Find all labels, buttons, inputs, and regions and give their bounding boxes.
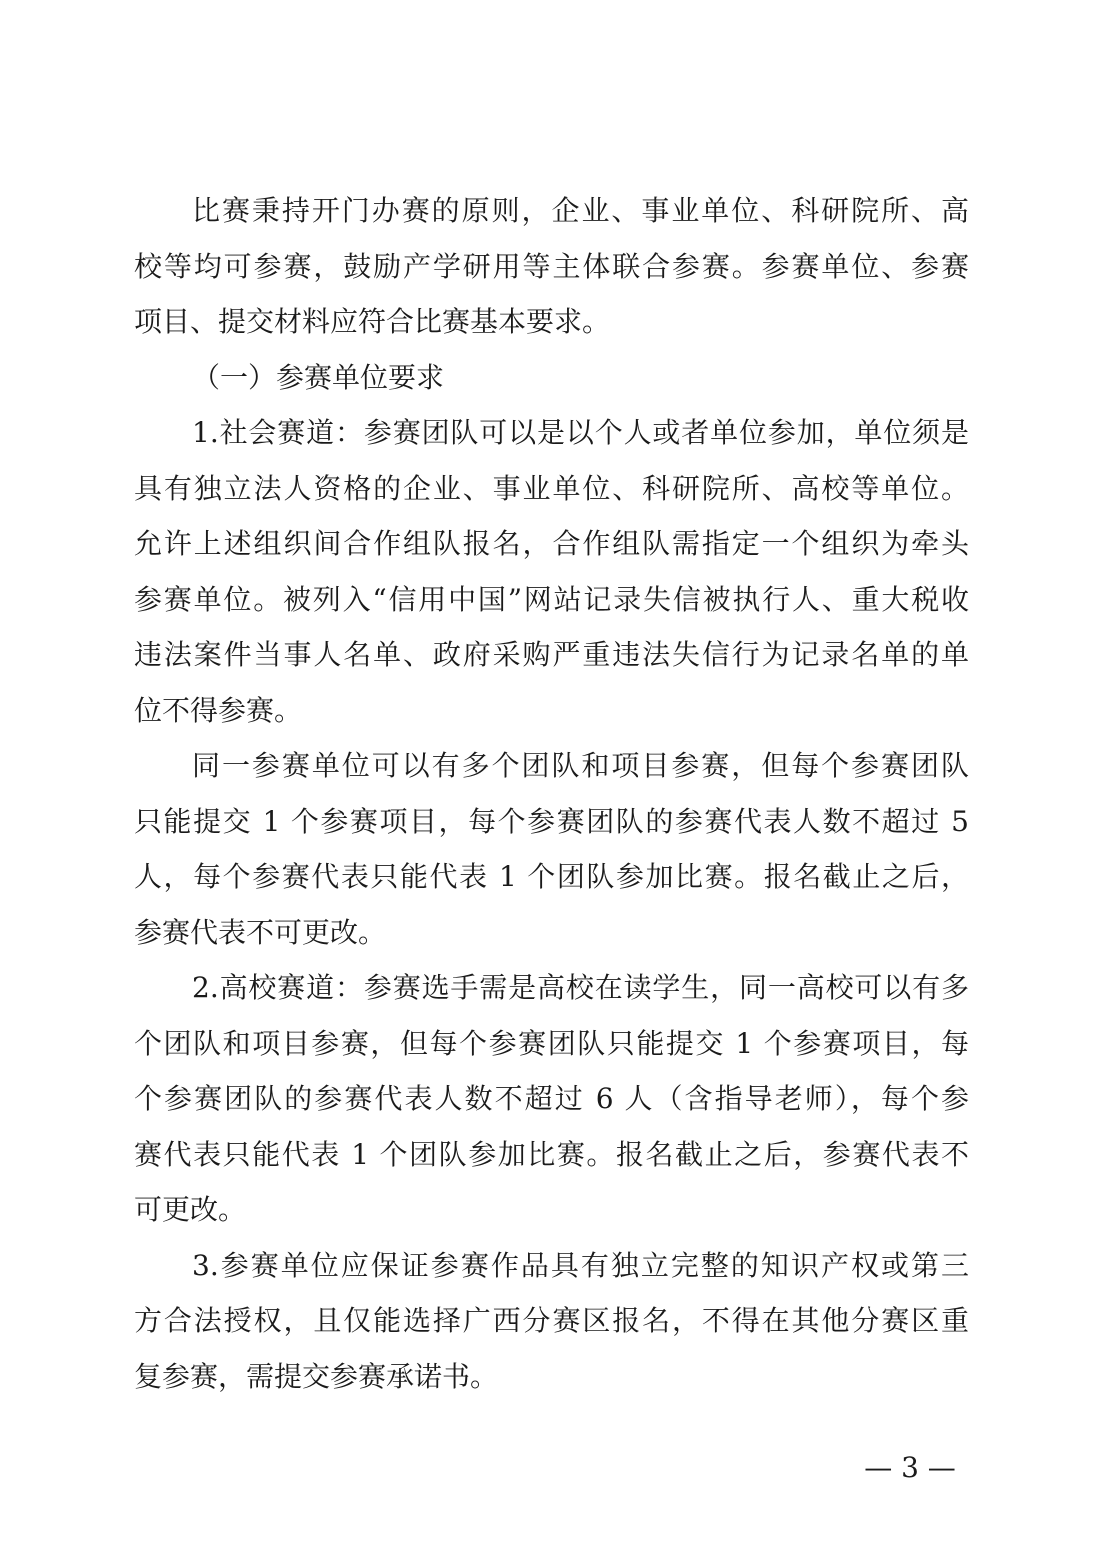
- paragraph-team-rules-line-3: 人，每个参赛代表只能代表 1 个团队参加比赛。报名截止之后，: [134, 860, 969, 893]
- paragraph-social-track-line-1: 1.社会赛道：参赛团队可以是以个人或者单位参加，单位须是: [192, 416, 969, 449]
- paragraph-social-track-line-4: 参赛单位。被列入“信用中国”网站记录失信被执行人、重大税收: [134, 582, 969, 616]
- paragraph-social-track-line-6: 位不得参赛。: [134, 693, 303, 727]
- paragraph-intro-line-2: 校等均可参赛，鼓励产学研用等主体联合参赛。参赛单位、参赛: [134, 249, 969, 283]
- paragraph-team-rules-line-1: 同一参赛单位可以有多个团队和项目参赛，但每个参赛团队: [192, 749, 969, 782]
- body-text: [134, 183, 969, 1404]
- paragraph-ip-rules-line-2: 方合法授权，且仅能选择广西分赛区报名，不得在其他分赛区重: [134, 1304, 969, 1337]
- paragraph-intro-line-3: 项目、提交材料应符合比赛基本要求。: [134, 305, 611, 338]
- paragraph-intro-line-1: 比赛秉持开门办赛的原则，企业、事业单位、科研院所、高: [192, 194, 969, 227]
- paragraph-university-track-line-1: 2.高校赛道：参赛选手需是高校在读学生，同一高校可以有多: [192, 971, 969, 1004]
- paragraph-university-track-line-4: 赛代表只能代表 1 个团队参加比赛。报名截止之后，参赛代表不: [134, 1137, 969, 1171]
- paragraph-university-track-line-5: 可更改。: [134, 1193, 247, 1226]
- paragraph-team-rules-line-4: 参赛代表不可更改。: [134, 915, 387, 949]
- paragraph-ip-rules-line-1: 3.参赛单位应保证参赛作品具有独立完整的知识产权或第三: [192, 1248, 969, 1282]
- paragraph-university-track-line-2: 个团队和项目参赛，但每个参赛团队只能提交 1 个参赛项目，每: [134, 1026, 969, 1060]
- paragraph-university-track-line-3: 个参赛团队的参赛代表人数不超过 6 人（含指导老师），每个参: [134, 1082, 969, 1115]
- paragraph-ip-rules-line-3: 复参赛，需提交参赛承诺书。: [134, 1359, 499, 1393]
- paragraph-social-track-line-2: 具有独立法人资格的企业、事业单位、科研院所、高校等单位。: [134, 471, 969, 505]
- paragraph-social-track-line-3: 允许上述组织间合作组队报名，合作组队需指定一个组织为牵头: [134, 527, 969, 560]
- section-heading: （一）参赛单位要求: [192, 360, 445, 394]
- paragraph-social-track-line-5: 违法案件当事人名单、政府采购严重违法失信行为记录名单的单: [134, 638, 969, 671]
- page-number: — 3 —: [864, 1451, 956, 1484]
- paragraph-team-rules-line-2: 只能提交 1 个参赛项目，每个参赛团队的参赛代表人数不超过 5: [134, 804, 969, 838]
